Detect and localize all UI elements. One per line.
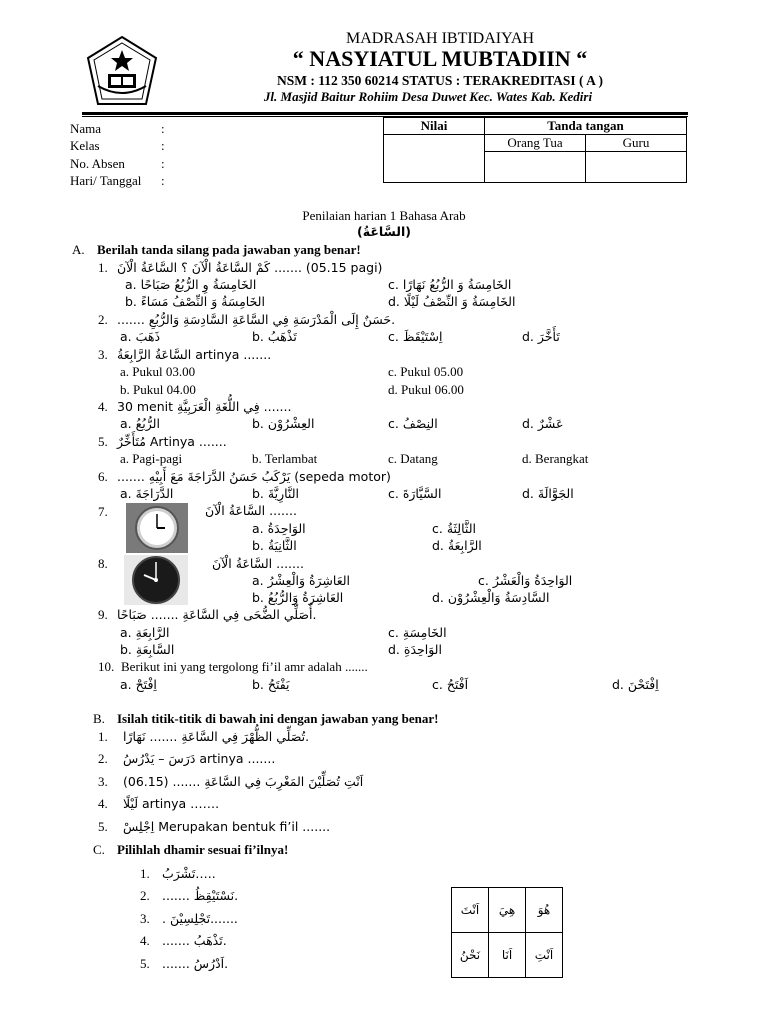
school-logo	[84, 34, 160, 110]
exam-title: Penilaian harian 1 Bahasa Arab	[302, 208, 466, 223]
field-date-sep: :	[161, 173, 165, 188]
b1-number: 1.	[98, 729, 108, 744]
q7-text: السَّاعَةُ الْآنَ .......	[205, 503, 297, 518]
q10-option-a[interactable]: a. اِفْتَحْ	[120, 677, 157, 692]
q3-option-b[interactable]: b. Pukul 04.00	[120, 382, 196, 397]
q9-option-b[interactable]: b. السَّابِعَةِ	[120, 642, 175, 657]
q5-option-c[interactable]: c. Datang	[388, 451, 438, 466]
b4-text: لَيْلًا artinya …….	[123, 796, 220, 811]
c1-text: تَشْرَبُ…..	[162, 866, 216, 881]
q8-option-b[interactable]: b. العَاشِرَةُ وَالرُّبُعُ	[252, 590, 344, 605]
header-divider-thick	[82, 112, 688, 115]
q9-option-d[interactable]: d. الوَاحِدَةِ	[388, 642, 442, 657]
grade-parent-signature[interactable]	[485, 152, 586, 183]
q1-text: كَمْ السَّاعَةُ الْآنَ ؟ السَّاعَةُ الْآنَ ....... (05.15 pagi)	[117, 260, 383, 275]
dhamir-table	[451, 887, 563, 978]
school-address: Jl. Masjid Baitur Rohiim Desa Duwet Kec. Wates Kab. Kediri	[263, 89, 593, 104]
q4-option-b[interactable]: b. العِشْرُوْن	[252, 416, 315, 431]
q6-option-c[interactable]: c. السَّيَّارَةَ	[388, 486, 442, 501]
section-c-instruction: Pilihlah dhamir sesuai fi’ilnya!	[117, 842, 289, 857]
q3-number: 3.	[98, 347, 108, 362]
q6-text: ....... يَرْكَبُ حَسَنُ الدَّرَاجَةَ مَعَ أَبِيْهِ (sepeda motor)	[117, 469, 391, 484]
dhamir-anti[interactable]: اَنْتِ	[526, 933, 563, 978]
b4-number: 4.	[98, 796, 108, 811]
c4-number: 4.	[140, 933, 150, 948]
b5-number: 5.	[98, 819, 108, 834]
q2-option-a[interactable]: a. ذَهَبَ	[120, 329, 161, 344]
field-class-sep: :	[161, 138, 165, 153]
q7-option-c[interactable]: c. الثَّالِثَةُ	[432, 521, 476, 536]
q4-option-a[interactable]: a. الرُّبُعُ	[120, 416, 160, 431]
q2-text: ....... حَسَنٌ إِلَى الْمَدْرَسَةِ فِي السَّاعَةِ السَّادِسَةِ وَالرُّبُعِ.	[117, 312, 396, 327]
q10-text: Berikut ini yang tergolong fi’il amr adalah .......	[121, 659, 368, 674]
grade-teacher-header: Guru	[586, 135, 687, 152]
field-name-label: Nama	[70, 121, 102, 136]
q10-number: 10.	[98, 659, 115, 674]
black-wall-clock-image	[124, 555, 188, 605]
c4-text: ....... تَذْهَبُ.	[162, 933, 227, 948]
grade-score-cell[interactable]	[384, 135, 485, 183]
q9-text: أُصَلِّي الضُّحَى فِي السَّاعَةِ ....... صَبَاحًا.	[117, 607, 317, 622]
q3-option-c[interactable]: c. Pukul 05.00	[388, 364, 464, 379]
grade-nilai-header: Nilai	[384, 118, 485, 135]
q8-option-a[interactable]: a. العَاشِرَةُ وَالْعِشْرُ	[252, 573, 351, 588]
q4-option-c[interactable]: c. النِصْفُ	[388, 416, 438, 431]
c2-number: 2.	[140, 888, 150, 903]
b5-text: اِجْلِسْ Merupakan bentuk fi’il .......	[123, 819, 331, 834]
field-absen-label: No. Absen	[70, 156, 125, 171]
q8-text: السَّاعَةُ الْآنَ .......	[212, 556, 304, 571]
q6-number: 6.	[98, 469, 108, 484]
c3-number: 3.	[140, 911, 150, 926]
q5-text: مُتَأَخِّرٌ Artinya .......	[117, 434, 227, 449]
q2-number: 2.	[98, 312, 108, 327]
q7-option-a[interactable]: a. الوَاحِدَةُ	[252, 521, 306, 536]
q7-option-d[interactable]: d. الرَّابِعَةُ	[432, 538, 482, 553]
section-b-letter: B.	[93, 711, 105, 726]
nsm-status: NSM : 112 350 60214 STATUS : TERAKREDITASI ( A )	[276, 73, 604, 88]
q9-option-c[interactable]: c. الخَامِسَةِ	[388, 625, 447, 640]
q10-option-d[interactable]: d. اِفْتَحْنَ	[612, 677, 659, 692]
grade-teacher-signature[interactable]	[586, 152, 687, 183]
q5-option-a[interactable]: a. Pagi-pagi	[120, 451, 183, 466]
q5-option-d[interactable]: d. Berangkat	[522, 451, 589, 466]
q3-option-d[interactable]: d. Pukul 06.00	[388, 382, 464, 397]
q6-option-b[interactable]: b. النَّارِيَّةَ	[252, 486, 299, 501]
q9-option-a[interactable]: a. الرَّابِعَةِ	[120, 625, 170, 640]
q7-number: 7.	[98, 504, 108, 519]
dhamir-huwa[interactable]: هُوَ	[526, 888, 563, 933]
q10-option-c[interactable]: c. اَفْتَحُ	[432, 677, 469, 692]
dhamir-anta[interactable]: اَنْتَ	[452, 888, 489, 933]
exam-subtitle: (السَّاعَةُ)	[357, 224, 411, 239]
section-b-instruction: Isilah titik-titik di bawah ini dengan jawaban yang benar!	[117, 711, 439, 726]
field-absen-sep: :	[161, 156, 165, 171]
dhamir-hiya[interactable]: هِيَ	[489, 888, 526, 933]
b3-text: (06.15) ....... اَنْتِ تُصَلِّيْنَ المَغْرِبَ فِي السَّاعَةِ	[123, 774, 364, 789]
q8-number: 8.	[98, 556, 108, 571]
q10-option-b[interactable]: b. يَفْتَحُ	[252, 677, 290, 692]
c2-text: ....... نَسْتَيْقِظُ.	[162, 888, 239, 903]
b3-number: 3.	[98, 774, 108, 789]
field-date-label: Hari/ Tanggal	[70, 173, 142, 188]
q3-option-a[interactable]: a. Pukul 03.00	[120, 364, 196, 379]
q5-option-b[interactable]: b. Terlambat	[252, 451, 318, 466]
q1-option-c[interactable]: c. الخَامِسَةُ وَ الرُّبُعُ نَهَارًا	[388, 277, 512, 292]
white-wall-clock-image	[126, 503, 188, 553]
school-name: “ NASYIATUL MUBTADIIN “	[292, 46, 588, 71]
grade-signature-header: Tanda tangan	[485, 118, 687, 135]
c5-text: ....... اَدْرُسُ.	[162, 956, 229, 971]
q4-option-d[interactable]: d. عَشْرٌ	[522, 416, 564, 431]
q6-option-a[interactable]: a. الدَّرَاجَةَ	[120, 486, 174, 501]
b2-number: 2.	[98, 751, 108, 766]
q3-text: السَّاعَةُ الرَّابِعَةُ artinya .......	[117, 347, 272, 362]
q1-option-d[interactable]: d. الخَامِسَةُ وَ النِّصْفُ لَيْلًا	[388, 294, 516, 309]
q2-option-b[interactable]: b. تَذْهَبُ	[252, 329, 297, 344]
grade-parent-header: Orang Tua	[485, 135, 586, 152]
q4-number: 4.	[98, 399, 108, 414]
q8-option-c[interactable]: c. الوَاحِدَةُ وَالْعَشْرُ	[478, 573, 573, 588]
dhamir-nahnu[interactable]: نَحْنُ	[452, 933, 489, 978]
b1-text: تُصَلِّي الظُّهْرَ فِي السَّاعَةِ ....... نَهَارًا.	[123, 729, 310, 744]
q6-option-d[interactable]: d. الجَوَّالَةَ	[522, 486, 574, 501]
section-a-letter: A.	[72, 242, 85, 257]
b2-text: دَرَسَ – يَدْرُسُ artinya .......	[123, 751, 276, 766]
q4-text: 30 menit فِي اللُّغَةِ الْعَرَبِيَّةِ .......	[117, 399, 292, 414]
q2-option-c[interactable]: c. اِسْتَيْقَظَ	[388, 329, 443, 344]
q7-option-b[interactable]: b. الثَّانِيَةُ	[252, 538, 297, 553]
field-name-sep: :	[161, 121, 165, 136]
q1-option-a[interactable]: a. الخَامِسَةُ وِ الرُّبُعُ صَبَاحًا	[125, 277, 257, 292]
q5-number: 5.	[98, 434, 108, 449]
section-a-instruction: Berilah tanda silang pada jawaban yang benar!	[97, 242, 361, 257]
q1-number: 1.	[98, 260, 108, 275]
q2-option-d[interactable]: d. تَأَخَّرَ	[522, 329, 560, 344]
c1-number: 1.	[140, 866, 150, 881]
q1-option-b[interactable]: b. الخَامِسَةُ وَ النِّصْفُ مَسَاءً	[125, 294, 265, 309]
institution-type: MADRASAH IBTIDAIYAH	[346, 30, 534, 47]
grade-table	[383, 117, 687, 183]
q9-number: 9.	[98, 607, 108, 622]
dhamir-ana[interactable]: اَنَا	[489, 933, 526, 978]
field-class-label: Kelas	[70, 138, 100, 153]
section-c-letter: C.	[93, 842, 105, 857]
c3-text: . تَجْلِسِيْنَ.......	[162, 911, 238, 926]
q8-option-d[interactable]: d. السَّادِسَةُ وَالْعِشْرُوْن	[432, 590, 550, 605]
c5-number: 5.	[140, 956, 150, 971]
